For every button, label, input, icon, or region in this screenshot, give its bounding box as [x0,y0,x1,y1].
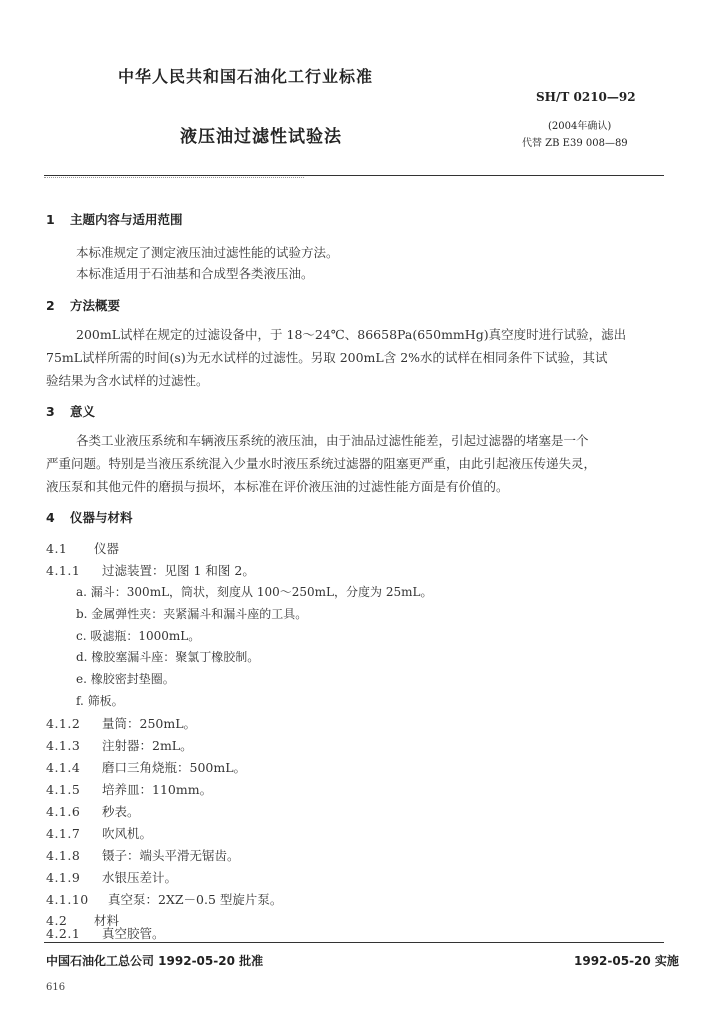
section-title: 仪器与材料 [70,510,133,525]
page-number: 616 [46,982,66,993]
replaces-note: 代替 ZB E39 008—89 [522,138,628,149]
subsection-4-1-7 [46,824,152,842]
list-item: e. 橡胶密封垫圈。 [76,672,175,686]
list-item: b. 金属弹性夹：夹紧漏斗和漏斗座的工具。 [76,607,308,621]
standard-title: 中华人民共和国石油化工行业标准 [118,67,374,86]
subsection-text: 真空胶管。 [102,926,165,941]
list-item: d. 橡胶塞漏斗座：聚氯丁橡胶制。 [76,650,260,664]
section-3-line-3: 液压泵和其他元件的磨损与损坏，本标准在评价液压油的过滤性能方面是有价值的。 [46,479,509,494]
subsection-text: 吹风机。 [102,826,153,841]
subsection-text: 水银压差计。 [102,870,178,885]
section-number: 1 [46,212,55,227]
subsection-number: 4.1.9 [46,870,81,885]
section-3-line-2: 严重问题。特别是当液压系统混入少量水时液压系统过滤器的阻塞更严重，由此引起液压传递失灵， [46,456,597,471]
subsection-text: 磨口三角烧瓶：500mL。 [102,760,247,775]
subsection-text: 过滤装置：见图 1 和图 2。 [102,563,255,578]
subsection-4-1-6 [46,802,140,820]
section-number: 3 [46,404,55,419]
implementation-date: 1992-05-20 实施 [574,954,679,968]
subsection-4-2-1 [46,924,165,942]
subsection-4-1-1 [46,561,255,579]
header-divider [44,175,664,176]
subsection-text: 仪器 [94,541,120,556]
subsection-number: 4.1 [46,541,68,556]
section-2-heading [46,296,120,314]
standard-code: SH/T 0210—92 [536,90,636,104]
subsection-number: 4.1.1 [46,563,81,578]
subsection-number: 4.1.7 [46,826,81,841]
list-item: a. 漏斗：300mL，筒状，刻度从 100～250mL，分度为 25mL。 [76,585,433,599]
subsection-4-1 [46,539,119,557]
section-number: 2 [46,298,55,313]
subsection-number: 4.2.1 [46,926,81,941]
section-2-line-2: 75mL试样所需的时间(s)为无水试样的过滤性。另取 200mL含 2%水的试样在相同条件下试验，其试 [46,350,608,365]
document-title: 液压油过滤性试验法 [180,127,342,147]
section-title: 方法概要 [70,298,121,313]
subsection-number: 4.1.8 [46,848,81,863]
header-divider-dotted [44,177,304,178]
section-3-heading [46,402,95,420]
subsection-4-1-9 [46,868,177,886]
subsection-4-1-10 [46,890,282,908]
list-item: f. 筛板。 [76,694,124,708]
section-1-paragraph-2: 本标准适用于石油基和合成型各类液压油。 [76,266,314,281]
subsection-number: 4.1.10 [46,892,89,907]
section-title: 主题内容与适用范围 [70,212,183,227]
list-item: c. 吸滤瓶：1000mL。 [76,629,201,643]
section-4-heading [46,508,133,526]
subsection-4-1-5 [46,780,212,798]
section-3-line-1: 各类工业液压系统和车辆液压系统的液压油，由于油品过滤性能差，引起过滤器的堵塞是一个 [76,433,589,448]
subsection-4-1-3 [46,736,193,754]
section-2-line-3: 验结果为含水试样的过滤性。 [46,373,209,388]
subsection-text: 材料 [94,913,120,928]
subsection-number: 4.2 [46,913,68,928]
subsection-4-1-2 [46,714,196,732]
confirmation-note: (2004年确认) [548,121,612,132]
section-1-heading [46,210,183,228]
subsection-number: 4.1.5 [46,782,81,797]
subsection-text: 秒表。 [102,804,140,819]
section-title: 意义 [70,404,96,419]
subsection-text: 注射器：2mL。 [102,738,193,753]
subsection-text: 培养皿：110mm。 [102,782,213,797]
subsection-text: 真空泵：2XZ－0.5 型旋片泵。 [108,892,283,907]
section-number: 4 [46,510,55,525]
subsection-4-1-8 [46,846,240,864]
footer-divider [44,942,664,943]
subsection-number: 4.1.3 [46,738,81,753]
subsection-text: 量筒：250mL。 [102,716,197,731]
subsection-number: 4.1.4 [46,760,81,775]
section-1-paragraph-1: 本标准规定了测定液压油过滤性能的试验方法。 [76,245,339,260]
section-2-line-1: 200mL试样在规定的过滤设备中，于 18～24℃、86658Pa(650mmHg)真空度时进行试验，滤出 [76,327,627,342]
approval-note: 中国石油化工总公司 1992-05-20 批准 [46,954,264,968]
subsection-text: 镊子：端头平滑无锯齿。 [102,848,240,863]
subsection-4-1-4 [46,758,246,776]
subsection-number: 4.1.6 [46,804,81,819]
subsection-number: 4.1.2 [46,716,81,731]
